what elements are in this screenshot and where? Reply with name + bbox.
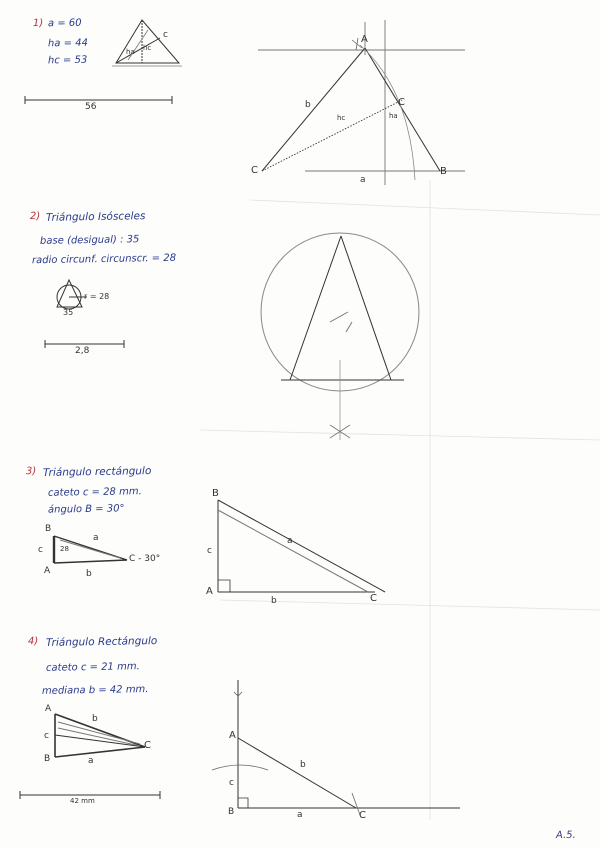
problem-4-sketch-B: B xyxy=(44,754,51,764)
problem-1-line-2: ha = 44 xyxy=(47,37,89,50)
problem-3-point-B: B xyxy=(212,488,219,499)
problem-3-sketch-angle: 28 xyxy=(60,545,69,553)
problem-1-sketch xyxy=(112,20,182,66)
problem-4-point-B: B xyxy=(228,807,235,817)
problem-4-number: 4) xyxy=(27,635,39,648)
problem-1-sketch-label-c: c xyxy=(163,30,168,40)
problem-1-sketch-label-hc: hc xyxy=(143,44,152,52)
problem-3-title: Triángulo rectángulo xyxy=(42,465,152,479)
problem-2-construction xyxy=(261,233,419,440)
problem-4-point-A: A xyxy=(229,730,236,741)
problem-3-side-b: b xyxy=(271,596,277,606)
problem-2-sketch-radius: r = 28 xyxy=(84,292,110,301)
problem-4-scale-label: 42 mm xyxy=(70,797,95,805)
problem-1-height-ha: ha xyxy=(389,112,398,120)
problem-2-scale-label: 2,8 xyxy=(75,346,90,356)
problem-4-sketch-c: c xyxy=(44,731,49,741)
problem-3-point-A: A xyxy=(206,586,213,597)
problem-4-side-a: a xyxy=(297,810,303,820)
faint-guides xyxy=(200,180,600,820)
problem-1-point-A: A xyxy=(361,34,368,45)
problem-3-sketch-c: c xyxy=(38,545,43,555)
problem-1-point-C-right: C xyxy=(398,97,405,108)
problem-2-line-2: radio circunf. circunscr. = 28 xyxy=(31,252,177,267)
problem-4-line-2: mediana b = 42 mm. xyxy=(41,684,149,697)
problem-4-sketch-A: A xyxy=(45,704,52,714)
problem-3-line-1: cateto c = 28 mm. xyxy=(47,486,142,499)
sheet-number: A.5. xyxy=(555,829,576,842)
problem-4-side-b: b xyxy=(300,760,306,770)
problem-1-side-a: a xyxy=(360,175,366,185)
problem-3-side-a: a xyxy=(287,536,293,546)
problem-2-line-1: base (desigual) : 35 xyxy=(39,234,140,247)
problem-4-point-C: C xyxy=(359,810,366,821)
problem-1-point-C-left: C xyxy=(251,165,258,176)
problem-1-line-3: hc = 53 xyxy=(47,54,88,67)
problem-4-sketch-C: C xyxy=(144,740,151,751)
problem-3-side-c: c xyxy=(207,546,212,556)
problem-2-sketch xyxy=(57,280,87,309)
problem-3-sketch-a: a xyxy=(93,533,99,543)
problem-3-point-C: C xyxy=(370,593,377,604)
problem-1-side-b: b xyxy=(305,100,311,110)
problem-3-line-2: ángulo B = 30° xyxy=(47,503,125,516)
problem-1-line-1: a = 60 xyxy=(47,17,82,30)
problem-2-number: 2) xyxy=(29,210,41,223)
problem-3-sketch-A: A xyxy=(44,566,51,576)
problem-1-height-hc: hc xyxy=(337,114,346,122)
problem-2-sketch-base: 35 xyxy=(63,308,74,317)
problem-4-line-1: cateto c = 21 mm. xyxy=(45,661,140,674)
problem-4-sketch-a: a xyxy=(88,756,94,766)
problem-4-sketch xyxy=(55,714,145,757)
problem-4-side-c: c xyxy=(229,778,234,788)
problem-2-title: Triángulo Isósceles xyxy=(45,210,146,224)
problem-4-construction xyxy=(212,680,460,815)
problem-4-sketch-b: b xyxy=(92,714,98,724)
problem-3-sketch-C: C - 30° xyxy=(129,554,161,564)
problem-4-title: Triángulo Rectángulo xyxy=(45,635,158,649)
problem-1-scale xyxy=(25,96,172,104)
problem-1-point-B: B xyxy=(440,166,447,177)
problem-3-number: 3) xyxy=(25,465,37,478)
problem-3-sketch-B: B xyxy=(45,524,52,534)
problem-1-sketch-label-ha: ha xyxy=(126,48,135,56)
problem-1-number: 1) xyxy=(32,17,44,30)
problem-3-sketch-b: b xyxy=(86,569,92,579)
problem-1-scale-label: 56 xyxy=(85,102,97,112)
problem-3-construction xyxy=(218,500,385,592)
